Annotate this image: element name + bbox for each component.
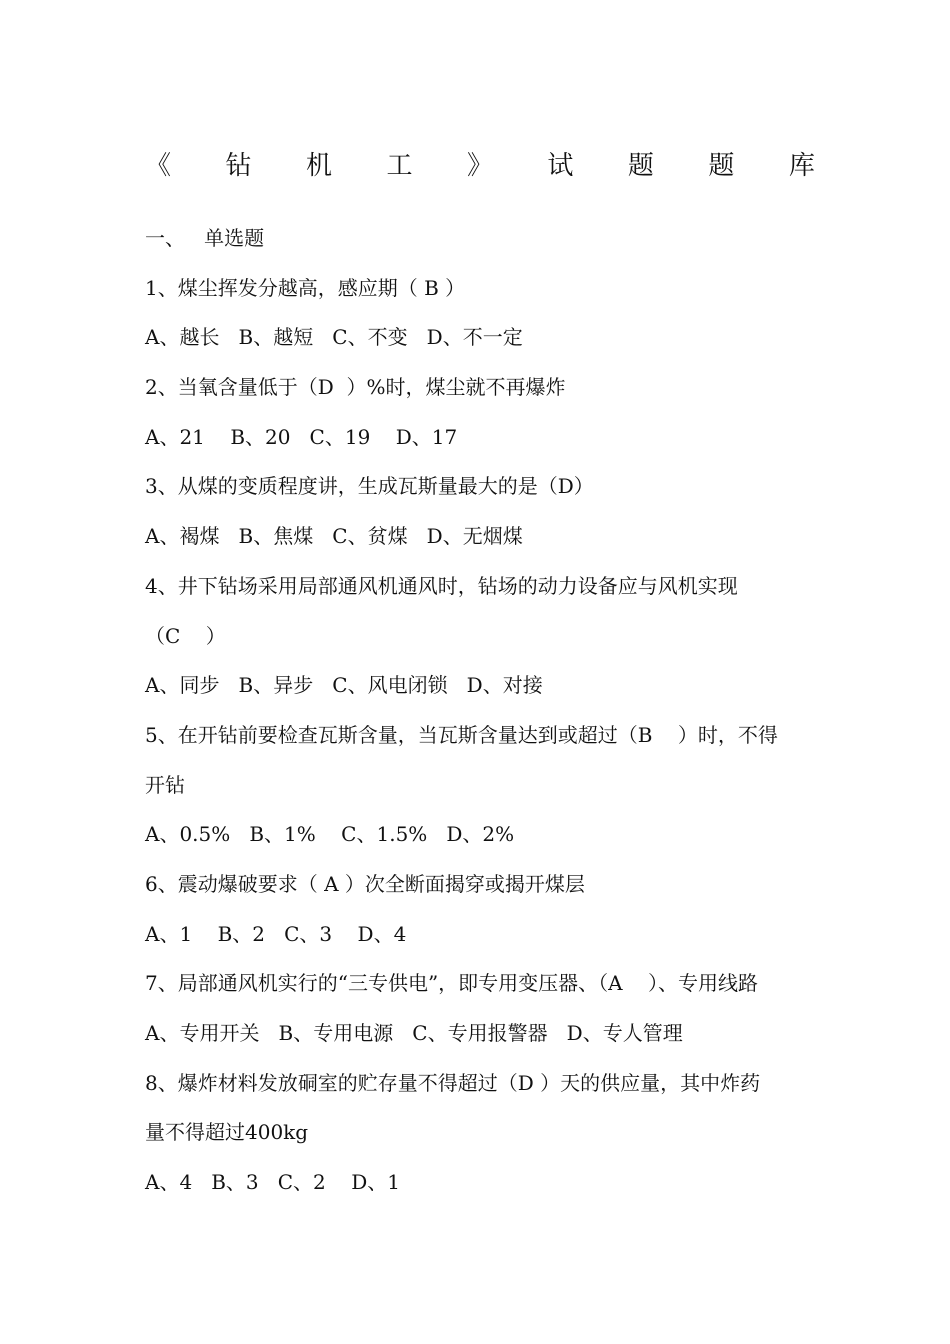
title-char: 钻 (225, 151, 252, 181)
question-line: 4、井下钻场采用局部通风机通风时，钻场的动力设备应与风机实现 (145, 573, 738, 598)
title-char: 题 (627, 151, 654, 181)
document-body (145, 218, 815, 1212)
options-line: A、专用开关 B、专用电源 C、专用报警器 D、专人管理 (145, 1021, 683, 1045)
options-line: A、4 B、3 C、2 D、1 (145, 1170, 400, 1195)
question-line-continued: 开钻 (145, 772, 185, 797)
question-line-continued: （C ） (145, 623, 226, 648)
question-line: 7、局部通风机实行的“三专供电”，即专用变压器、（A ）、专用线路 (145, 971, 759, 996)
options-line: A、越长 B、越短 C、不变 D、不一定 (145, 325, 523, 350)
options-line: A、21 B、20 C、19 D、17 (145, 424, 458, 449)
title-char: 》 (466, 151, 493, 181)
question-line-continued: 量不得超过400kg (145, 1120, 309, 1145)
question-line: 2、当氧含量低于（D ）%时，煤尘就不再爆炸 (145, 375, 566, 400)
title-char: 试 (547, 151, 574, 181)
options-line: A、同步 B、异步 C、风电闭锁 D、对接 (145, 673, 543, 698)
options-line: A、褐煤 B、焦煤 C、贫煤 D、无烟煤 (145, 524, 523, 549)
title-char: 库 (788, 151, 815, 181)
question-line: 3、从煤的变质程度讲，生成瓦斯量最大的是（D） (145, 474, 594, 499)
title-char: 题 (708, 151, 735, 181)
options-line: A、1 B、2 C、3 D、4 (145, 921, 407, 946)
question-line: 6、震动爆破要求（ A ）次全断面揭穿或揭开煤层 (145, 871, 585, 896)
title-char: 工 (386, 151, 413, 181)
question-line: 1、煤尘挥发分越高，感应期（ B ） (145, 275, 466, 300)
document-title (145, 146, 815, 186)
section-heading: 一、 单选题 (145, 226, 265, 250)
question-line: 5、在开钻前要检查瓦斯含量，当瓦斯含量达到或超过（B ）时，不得 (145, 722, 778, 747)
question-line: 8、爆炸材料发放硐室的贮存量不得超过（D ）天的供应量，其中炸药 (145, 1070, 761, 1095)
title-char: 机 (305, 151, 332, 181)
title-char: 《 (145, 151, 172, 181)
options-line: A、0.5% B、1% C、1.5% D、2% (145, 822, 515, 847)
